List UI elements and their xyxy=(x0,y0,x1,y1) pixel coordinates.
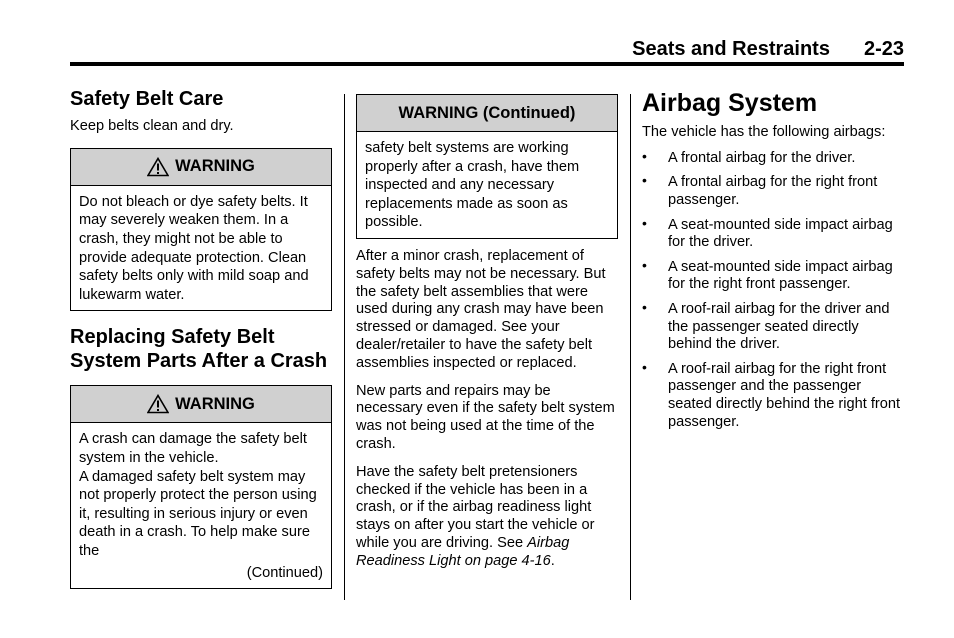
bullet-icon: • xyxy=(642,214,647,231)
paragraph-pretensioners: Have the safety belt pretensioners checked if the vehicle has been in a crash, or if the airbag readiness light stays on after you start the vehicle or while you are driving. See Airbag Readiness Light on page 4-16. xyxy=(356,463,595,569)
list-item: • A roof-rail airbag for the right front passenger and the passenger seated directly behind the right front passenger. xyxy=(642,358,901,430)
column-left xyxy=(70,88,332,589)
list-item: • A frontal airbag for the driver. xyxy=(642,147,856,166)
cross-reference-link[interactable]: Airbag Readiness Light on page 4-16 xyxy=(356,534,570,569)
warning-box-bleach xyxy=(70,148,332,312)
list-item: • A seat-mounted side impact airbag for the right front passenger. xyxy=(642,256,893,293)
warning-text-line1: A crash can damage the safety belt system in the vehicle. xyxy=(79,431,307,466)
warning-header xyxy=(71,386,331,423)
heading-replacing-parts: Replacing Safety Belt System Parts After a Crash xyxy=(70,326,328,373)
continued-label: (Continued) xyxy=(246,564,323,581)
column-divider xyxy=(344,94,345,600)
bullet-icon: • xyxy=(642,172,647,189)
warning-label: WARNING xyxy=(175,157,255,176)
paragraph-airbag-intro: The vehicle has the following airbags: xyxy=(642,124,886,140)
warning-label: WARNING (Continued) xyxy=(398,103,576,122)
warning-box-crash-damage xyxy=(70,385,332,588)
warning-box-continued xyxy=(356,94,618,239)
heading-safety-belt-care: Safety Belt Care xyxy=(70,88,224,110)
page-number: 2-23 xyxy=(863,38,904,60)
list-item: • A seat-mounted side impact airbag for the driver. xyxy=(642,214,893,251)
warning-triangle-icon xyxy=(147,394,169,414)
warning-header xyxy=(357,95,617,132)
section-title: Seats and Restraints xyxy=(632,38,830,60)
airbag-list xyxy=(642,147,906,431)
paragraph-new-parts: New parts and repairs may be necessary even if the safety belt system was not being used at the time of the crash. xyxy=(356,382,615,452)
column-divider xyxy=(630,94,631,600)
list-item: • A frontal airbag for the right front passenger. xyxy=(642,172,878,208)
list-item: • A roof-rail airbag for the driver and the passenger seated directly behind the driver. xyxy=(642,298,890,353)
column-middle xyxy=(356,94,618,571)
paragraph-keep-belts-clean: Keep belts clean and dry. xyxy=(70,118,234,134)
bullet-icon: • xyxy=(642,298,647,315)
bullet-icon: • xyxy=(642,358,647,375)
warning-header xyxy=(71,149,331,186)
bullet-icon: • xyxy=(642,256,647,273)
warning-text: Do not bleach or dye safety belts. It may severely weaken them. In a crash, they might not be able to provide adequate protection. Clean safety belts only with mild soap and lukewarm water. xyxy=(79,193,309,303)
page-header xyxy=(70,36,904,66)
warning-text: safety belt systems are working properly after a crash, have them inspected and any necessary replacements made as soon as possible. xyxy=(365,140,580,231)
paragraph-minor-crash: After a minor crash, replacement of safety belts may not be necessary. But the safety belt assemblies that were used during any crash may have been stressed or damaged. See your dealer/retailer to have the safety belt assemblies inspected or replaced. xyxy=(356,247,606,371)
column-right xyxy=(642,88,906,438)
warning-label: WARNING xyxy=(175,394,255,413)
bullet-icon: • xyxy=(642,147,647,164)
heading-airbag-system: Airbag System xyxy=(642,89,818,117)
warning-text-line2: A damaged safety belt system may not properly protect the person using it, resulting in serious injury or even death in a crash. To help make sure the xyxy=(79,468,317,559)
warning-triangle-icon xyxy=(147,157,169,177)
